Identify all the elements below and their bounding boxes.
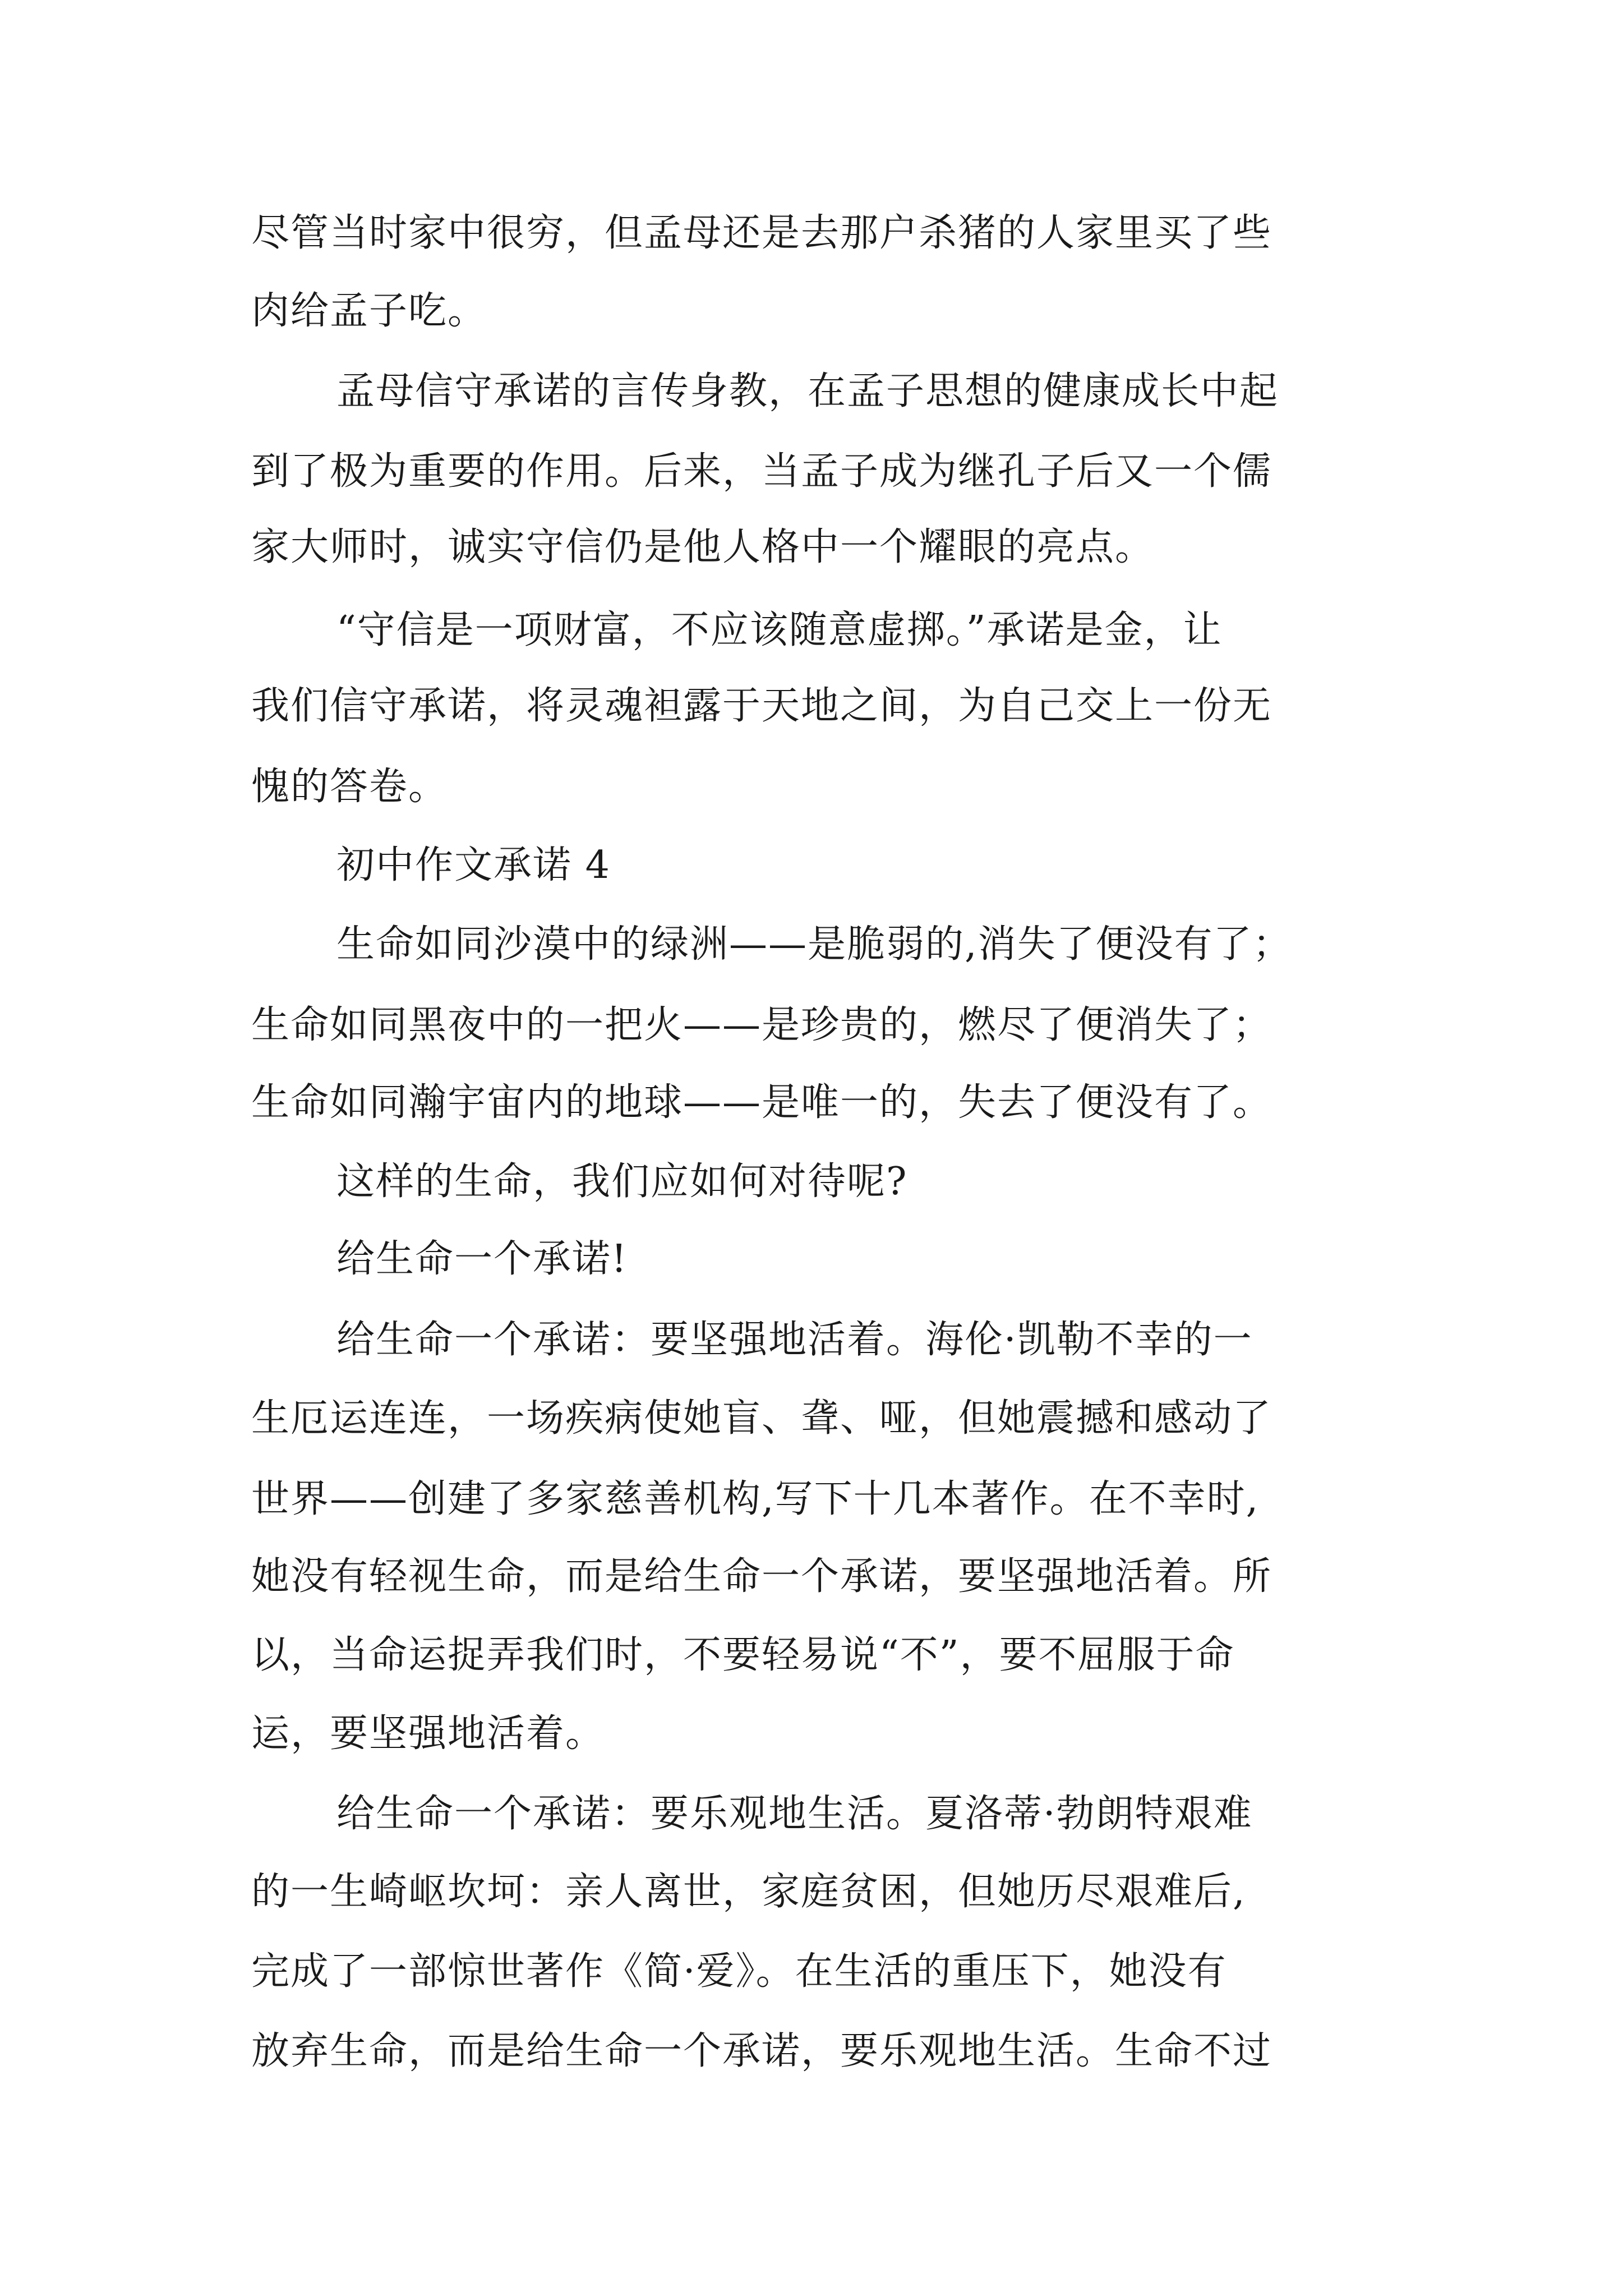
text-line: 世界——创建了多家慈善机构,写下十几本著作。在不幸时, <box>251 1477 1260 1521</box>
text-line: 生命如同沙漠中的绿洲——是脆弱的,消失了便没有了； <box>336 922 1292 967</box>
text-line: 生厄运连连，一场疾病使她盲、聋、哑，但她震撼和感动了 <box>251 1396 1272 1441</box>
text-line: 我们信守承诺，将灵魂袒露于天地之间，为自己交上一份无 <box>251 684 1272 728</box>
text-line: 给生命一个承诺! <box>336 1237 628 1281</box>
text-line: 生命如同黑夜中的一把火——是珍贵的，燃尽了便消失了； <box>251 1003 1272 1047</box>
text-line: 完成了一部惊世著作《简·爱》。在生活的重压下，她没有 <box>251 1949 1227 1994</box>
text-line: 以，当命运捉弄我们时，不要轻易说“不”，要不屈服于命 <box>251 1633 1235 1677</box>
text-line: 愧的答卷。 <box>251 765 448 809</box>
text-line: 她没有轻视生命，而是给生命一个承诺，要坚强地活着。所 <box>251 1554 1272 1599</box>
text-line: 家大师时，诚实守信仍是他人格中一个耀眼的亮点。 <box>251 525 1155 569</box>
text-line: 运，要坚强地活着。 <box>251 1711 605 1756</box>
text-line: 肉给孟子吃。 <box>251 289 487 333</box>
text-line: 到了极为重要的作用。后来，当孟子成为继孔子后又一个儒 <box>251 449 1272 494</box>
text-line: 孟母信守承诺的言传身教，在孟子思想的健康成长中起 <box>336 369 1279 413</box>
text-line: 的一生崎岖坎坷：亲人离世，家庭贫困，但她历尽艰难后, <box>251 1870 1246 1914</box>
text-line: 生命如同瀚宇宙内的地球——是唯一的，失去了便没有了。 <box>251 1080 1272 1125</box>
section-heading: 初中作文承诺 4 <box>336 843 611 887</box>
text-line: 给生命一个承诺：要坚强地活着。海伦·凯勒不幸的一 <box>336 1318 1253 1362</box>
text-line: 给生命一个承诺：要乐观地生活。夏洛蒂·勃朗特艰难 <box>336 1792 1253 1836</box>
text-line: “守信是一项财富，不应该随意虚掷。”承诺是金，让 <box>336 608 1223 652</box>
text-line: 这样的生命，我们应如何对待呢? <box>336 1159 908 1204</box>
text-line: 放弃生命，而是给生命一个承诺，要乐观地生活。生命不过 <box>251 2029 1272 2073</box>
text-line: 尽管当时家中很穷，但孟母还是去那户杀猪的人家里买了些 <box>251 211 1272 255</box>
